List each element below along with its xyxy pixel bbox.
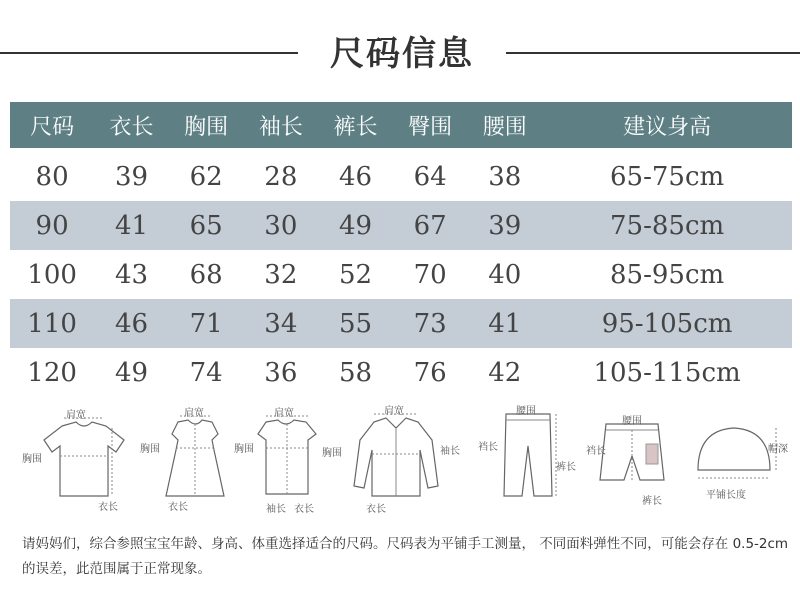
table-cell: 100 <box>27 259 77 290</box>
table-cell: 110 <box>10 299 94 348</box>
table-cell: 43 <box>114 259 149 290</box>
waist-label: 腰围 <box>622 416 642 427</box>
header-waist: 腰围 <box>467 102 542 148</box>
table-cell: 28 <box>264 161 298 192</box>
header-pants-length: 裤长 <box>318 102 393 148</box>
jacket-diagram <box>322 400 472 515</box>
table-row <box>10 299 792 348</box>
width-label: 平铺长度 <box>706 490 746 501</box>
length-label: 衣长 <box>98 502 118 513</box>
table-cell: 65 <box>169 201 244 250</box>
title-divider-right <box>506 52 800 54</box>
table-header-row <box>10 102 792 148</box>
shoulder-label: 肩宽 <box>274 408 294 419</box>
table-cell: 80 <box>35 161 69 192</box>
table-cell: 38 <box>488 161 522 192</box>
waist-label: 腰围 <box>516 406 536 417</box>
table-cell: 105-115cm <box>593 357 741 388</box>
table-cell: 58 <box>338 357 373 388</box>
tshirt-diagram <box>20 400 140 515</box>
measurement-diagrams <box>0 400 800 520</box>
header-length: 衣长 <box>94 102 169 148</box>
size-table <box>10 102 792 397</box>
table-cell: 95-105cm <box>542 299 792 348</box>
table-cell: 30 <box>244 201 319 250</box>
hat-diagram <box>682 400 800 515</box>
header-sleeve: 袖长 <box>244 102 319 148</box>
table-cell: 52 <box>338 259 373 290</box>
length-label: 衣长 <box>294 504 314 515</box>
table-cell: 46 <box>94 299 169 348</box>
table-cell: 46 <box>338 161 373 192</box>
table-cell: 70 <box>413 259 447 290</box>
table-cell: 49 <box>114 357 149 388</box>
jacket-icon <box>322 400 472 515</box>
shoulder-label: 肩宽 <box>184 408 204 419</box>
sleeve-label: 袖长 <box>440 446 460 457</box>
table-row <box>10 250 792 299</box>
size-note: 请妈妈们，综合参照宝宝年龄、身高、体重选择适合的尺码。尺码表为平铺手工测量， 不同面料弹性不同，可能会存在 0.5-2cm 的误差，此范围属于正常现象。 <box>22 536 789 577</box>
title-divider-left <box>0 52 298 54</box>
length-label: 衣长 <box>366 504 386 515</box>
dress-diagram <box>140 400 240 515</box>
table-cell: 41 <box>467 299 542 348</box>
table-cell: 75-85cm <box>542 201 792 250</box>
header-height: 建议身高 <box>542 102 792 148</box>
table-cell: 41 <box>94 201 169 250</box>
length-label: 裤长 <box>556 462 576 473</box>
chest-label: 胸围 <box>322 448 342 459</box>
table-cell: 85-95cm <box>609 259 725 290</box>
length-label: 裤长 <box>642 496 662 507</box>
shoulder-label: 肩宽 <box>384 406 404 417</box>
chest-label: 胸围 <box>22 454 42 465</box>
table-cell: 120 <box>27 357 77 388</box>
table-cell: 71 <box>169 299 244 348</box>
table-cell: 68 <box>189 259 223 290</box>
depth-label: 帽深 <box>768 444 788 455</box>
sleeve-label: 袖长 <box>266 504 286 515</box>
header-hip: 臀围 <box>393 102 468 148</box>
table-cell: 42 <box>488 357 522 388</box>
header-chest: 胸围 <box>169 102 244 148</box>
shoulder-label: 肩宽 <box>66 410 86 421</box>
table-cell: 36 <box>264 357 298 388</box>
table-cell: 34 <box>244 299 319 348</box>
pants-diagram <box>476 400 586 515</box>
table-cell: 40 <box>488 259 522 290</box>
table-cell: 74 <box>189 357 223 388</box>
table-cell: 32 <box>264 259 298 290</box>
page-title: 尺码信息 <box>330 34 474 74</box>
table-cell: 39 <box>467 201 542 250</box>
chest-label: 胸围 <box>140 444 160 455</box>
crotch-label: 裆长 <box>478 442 498 453</box>
table-cell: 73 <box>393 299 468 348</box>
table-row <box>10 152 792 201</box>
table-cell: 49 <box>318 201 393 250</box>
table-row <box>10 348 792 397</box>
table-cell: 67 <box>393 201 468 250</box>
title-bar <box>0 22 800 82</box>
table-cell: 55 <box>318 299 393 348</box>
table-cell: 64 <box>413 161 447 192</box>
crotch-label: 裆长 <box>586 446 606 457</box>
table-cell: 76 <box>413 357 447 388</box>
table-cell: 90 <box>10 201 94 250</box>
table-row <box>10 201 792 250</box>
table-cell: 65-75cm <box>609 161 725 192</box>
shorts-diagram <box>586 400 686 515</box>
table-cell: 39 <box>114 161 149 192</box>
header-size: 尺码 <box>10 102 94 148</box>
table-cell: 62 <box>189 161 223 192</box>
chest-label: 胸围 <box>234 444 254 455</box>
length-label: 衣长 <box>168 502 188 513</box>
